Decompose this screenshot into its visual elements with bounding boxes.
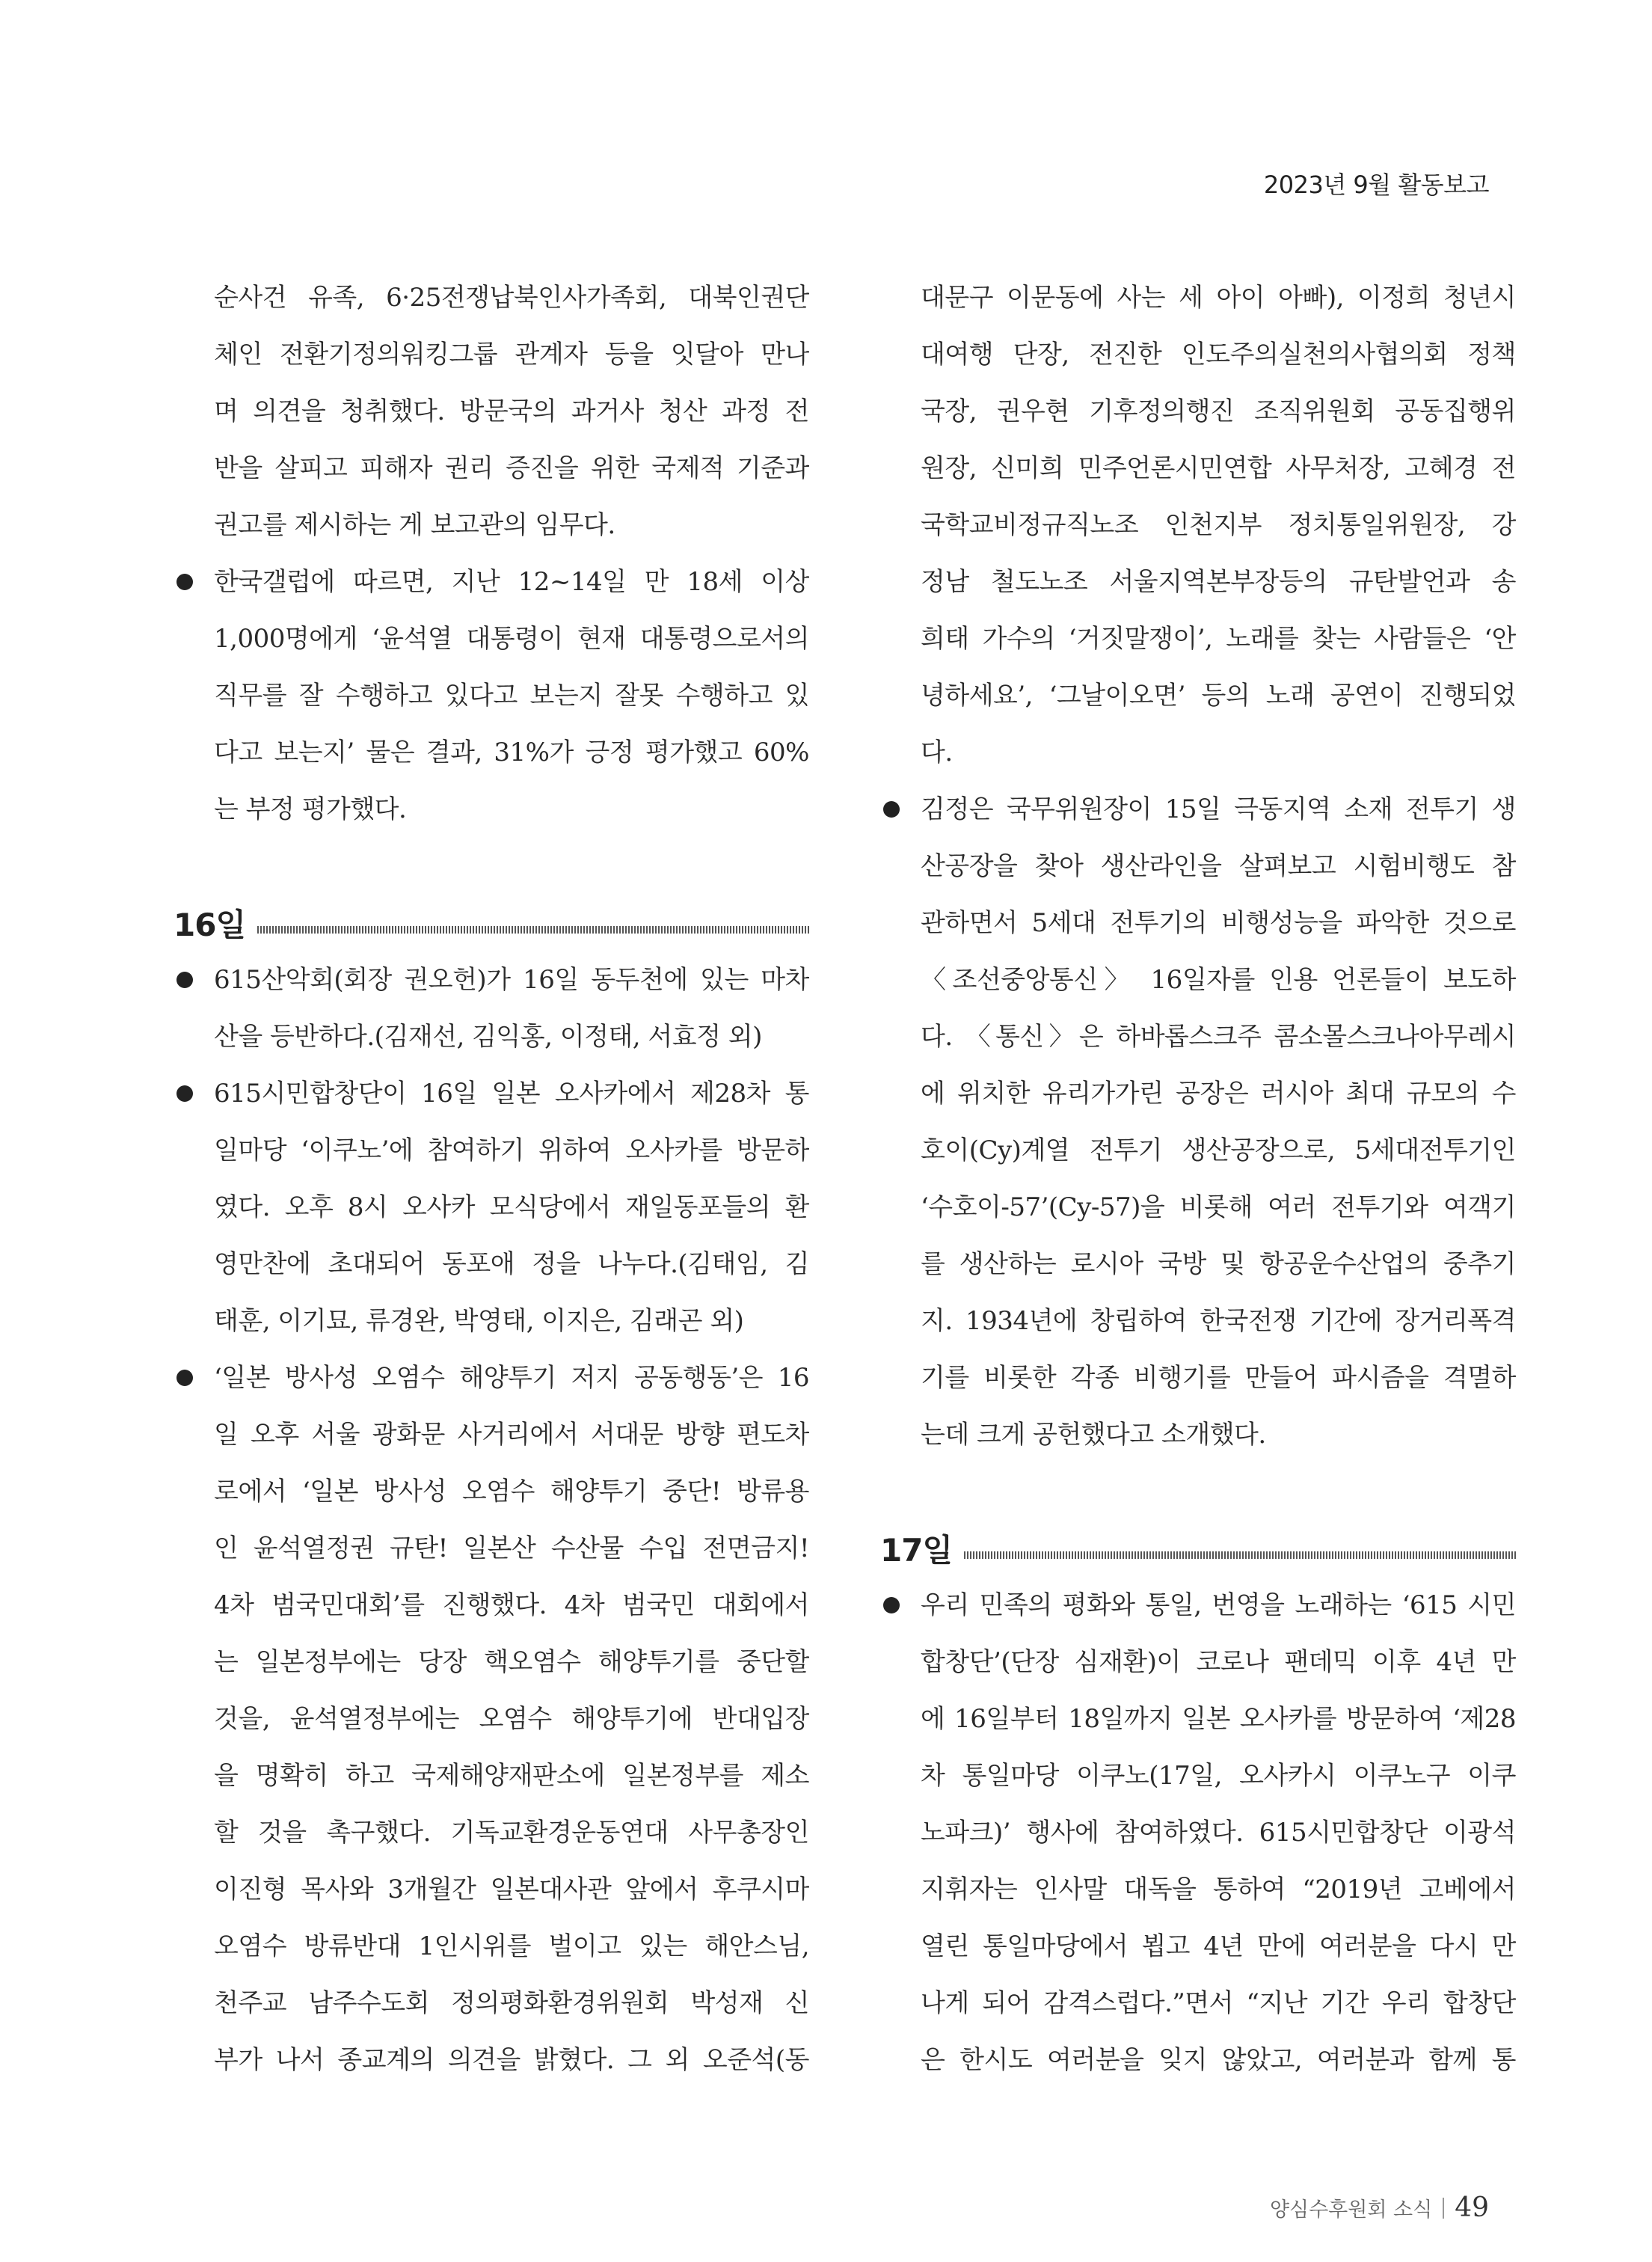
dotted-rule: [257, 926, 809, 934]
text-line: 관하면서 5세대 전투기의 비행성능을 파악한 것으로: [921, 908, 1516, 938]
text-line: 오염수 방류반대 1인시위를 벌이고 있는 해안스님,: [214, 1931, 809, 1961]
bullet-icon: [176, 1085, 193, 1102]
text-line: 며 의견을 청취했다. 방문국의 과거사 청산 과정 전: [214, 396, 809, 426]
text-line: 반을 살피고 피해자 권리 증진을 위한 국제적 기준과: [214, 453, 809, 483]
right-column: [880, 269, 1516, 2088]
text-line: 부가 나서 종교계의 의견을 밝혔다. 그 외 오준석(동: [214, 2045, 809, 2075]
page-footer: [1270, 2192, 1489, 2223]
text-line: 4차 범국민대회’를 진행했다. 4차 범국민 대회에서: [214, 1590, 809, 1620]
text-line: 를 생산하는 로시아 국방 및 항공운수산업의 중추기: [921, 1249, 1516, 1279]
text-line: 1,000명에게 ‘윤석열 대통령이 현재 대통령으로서의: [214, 624, 809, 654]
publication-name: 양심수후원회 소식: [1269, 2198, 1433, 2222]
text-line: 원장, 신미희 민주언론시민연합 사무처장, 고혜경 전: [921, 453, 1516, 483]
text-line: 태훈, 이기묘, 류경완, 박영태, 이지은, 김래곤 외): [214, 1306, 744, 1336]
text-line: 다고 보는지’ 물은 결과, 31%가 긍정 평가했고 60%: [214, 738, 809, 767]
bullet-icon: [176, 972, 193, 988]
text-line: 이진형 목사와 3개월간 일본대사관 앞에서 후쿠시마: [214, 1875, 809, 1904]
text-line: 615시민합창단이 16일 일본 오사카에서 제28차 통: [214, 1079, 809, 1109]
text-line: 정남 철도노조 서울지역본부장등의 규탄발언과 송: [921, 567, 1516, 597]
text-line: 일 오후 서울 광화문 사거리에서 서대문 방향 편도차: [214, 1420, 809, 1450]
text-line: 녕하세요’, ‘그날이오면’ 등의 노래 공연이 진행되었: [921, 681, 1516, 711]
text-line: 는 일본정부에는 당장 핵오염수 해양투기를 중단할: [214, 1647, 809, 1677]
text-line: 김정은 국무위원장이 15일 극동지역 소재 전투기 생: [921, 794, 1516, 824]
bullet-icon: [883, 1597, 900, 1613]
text-line: 로에서 ‘일본 방사성 오염수 해양투기 중단! 방류용: [214, 1477, 809, 1507]
text-line: 천주교 남주수도회 정의평화환경위원회 박성재 신: [214, 1988, 809, 2018]
text-line: 는 부정 평가했다.: [214, 794, 407, 824]
text-line: 에 16일부터 18일까지 일본 오사카를 방문하여 ‘제28: [921, 1704, 1516, 1734]
text-line: 〈조선중앙통신〉 16일자를 인용 언론들이 보도하: [921, 965, 1516, 995]
text-line: 였다. 오후 8시 오사카 모식당에서 재일동포들의 환: [214, 1192, 809, 1222]
intro-paragraph: [174, 269, 809, 554]
text-line: 대여행 단장, 전진한 인도주의실천의사협의회 정책: [921, 340, 1516, 370]
text-line: 영만찬에 초대되어 동포애 정을 나누다.(김태임, 김: [214, 1249, 809, 1279]
page-header: 2023년 9월 활동보고: [1263, 171, 1489, 199]
text-line: 한국갤럽에 따르면, 지난 12~14일 만 18세 이상: [214, 567, 809, 597]
footer-divider: [1443, 2198, 1444, 2219]
bullet-icon: [176, 574, 193, 590]
text-line: 할 것을 촉구했다. 기독교환경운동연대 사무총장인: [214, 1818, 809, 1848]
list-item: [174, 554, 809, 838]
list-item: [880, 781, 1516, 1463]
text-line: 다.: [921, 738, 953, 767]
left-column: [174, 269, 809, 2088]
text-line: 에 위치한 유리가가린 공장은 러시아 최대 규모의 수: [921, 1079, 1516, 1109]
text-line: 권고를 제시하는 게 보고관의 임무다.: [214, 510, 615, 540]
list-item: [174, 1065, 809, 1349]
text-line: 기를 비롯한 각종 비행기를 만들어 파시즘을 격멸하: [921, 1363, 1516, 1393]
bullet-icon: [883, 801, 900, 818]
text-line: 체인 전환기정의워킹그룹 관계자 등을 잇달아 만나: [214, 340, 809, 370]
text-line: 차 통일마당 이쿠노(17일, 오사카시 이쿠노구 이쿠: [921, 1761, 1516, 1791]
text-line: 는데 크게 공헌했다고 소개했다.: [921, 1420, 1266, 1450]
text-line: 직무를 잘 수행하고 있다고 보는지 잘못 수행하고 있: [214, 681, 809, 711]
text-line: 합창단’(단장 심재환)이 코로나 팬데믹 이후 4년 만: [921, 1647, 1516, 1677]
text-line: 지. 1934년에 창립하여 한국전쟁 기간에 장거리폭격: [921, 1306, 1516, 1336]
text-line: 희태 가수의 ‘거짓말쟁이’, 노래를 찾는 사람들은 ‘안: [921, 624, 1516, 654]
text-line: 것을, 윤석열정부에는 오염수 해양투기에 반대입장: [214, 1704, 809, 1734]
list-item: [174, 951, 809, 1065]
text-line: 노파크)’ 행사에 참여하였다. 615시민합창단 이광석: [921, 1818, 1516, 1848]
list-item: [880, 1577, 1516, 2088]
page-number: 49: [1455, 2192, 1489, 2223]
text-line: 나게 되어 감격스럽다.”면서 “지난 기간 우리 합창단: [921, 1988, 1516, 2018]
text-line: ‘수호이-57’(Cy-57)을 비롯해 여러 전투기와 여객기: [921, 1192, 1516, 1222]
text-line: 을 명확히 하고 국제해양재판소에 일본정부를 제소: [214, 1761, 809, 1791]
text-line: 다. 〈통신〉은 하바롭스크주 콤소몰스크나아무레시: [921, 1022, 1516, 1052]
section-title: 17일: [880, 1532, 953, 1569]
text-line: 국장, 권우현 기후정의행진 조직위원회 공동집행위: [921, 396, 1516, 426]
continued-paragraph: [880, 269, 1516, 781]
text-line: 지휘자는 인사말 대독을 통하여 “2019년 고베에서: [921, 1875, 1516, 1904]
bullet-icon: [176, 1370, 193, 1386]
text-line: 산을 등반하다.(김재선, 김익홍, 이정태, 서효정 외): [214, 1022, 762, 1052]
text-line: 은 한시도 여러분을 잊지 않았고, 여러분과 함께 통: [921, 2045, 1516, 2075]
text-line: 일마당 ‘이쿠노’에 참여하기 위하여 오사카를 방문하: [214, 1135, 809, 1165]
text-line: 우리 민족의 평화와 통일, 번영을 노래하는 ‘615 시민: [921, 1590, 1516, 1620]
section-title: 16일: [174, 907, 246, 943]
text-line: ‘일본 방사성 오염수 해양투기 저지 공동행동’은 16: [214, 1363, 809, 1393]
list-item: [174, 1349, 809, 2088]
text-line: 인 윤석열정권 규탄! 일본산 수산물 수입 전면금지!: [214, 1533, 809, 1563]
text-line: 국학교비정규직노조 인천지부 정치통일위원장, 강: [921, 510, 1516, 540]
text-line: 열린 통일마당에서 뵙고 4년 만에 여러분을 다시 만: [921, 1931, 1516, 1961]
text-line: 산공장을 찾아 생산라인을 살펴보고 시험비행도 참: [921, 851, 1516, 881]
section-heading-16: [174, 895, 809, 951]
text-line: 호이(Cy)계열 전투기 생산공장으로, 5세대전투기인: [921, 1135, 1516, 1165]
text-line: 대문구 이문동에 사는 세 아이 아빠), 이정희 청년시: [921, 283, 1516, 313]
text-line: 615산악회(회장 권오헌)가 16일 동두천에 있는 마차: [214, 965, 809, 995]
text-line: 순사건 유족, 6·25전쟁납북인사가족회, 대북인권단: [214, 283, 809, 313]
section-heading-17: [880, 1520, 1516, 1577]
dotted-rule: [964, 1551, 1516, 1559]
